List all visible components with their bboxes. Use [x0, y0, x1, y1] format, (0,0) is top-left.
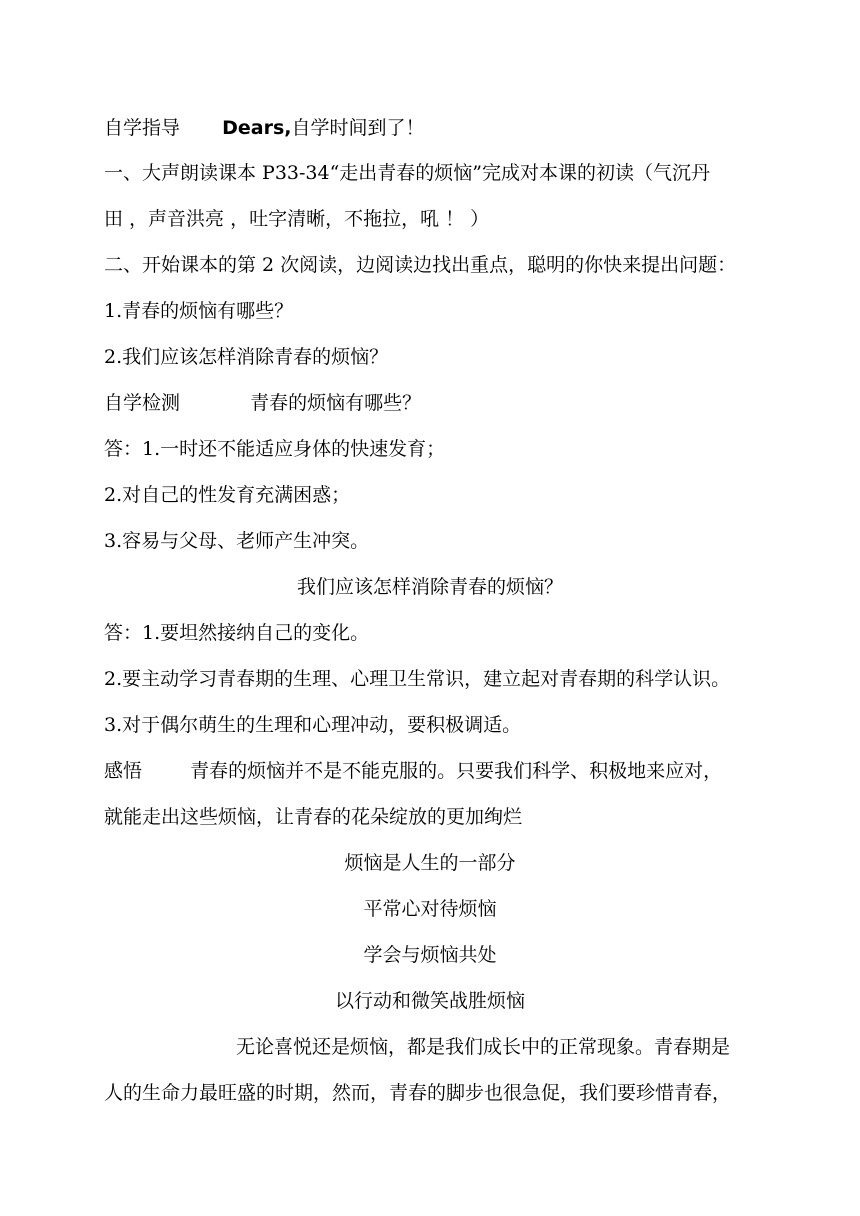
check-heading [104, 391, 764, 415]
step2-line: 二、开始课本的第 2 次阅读，边阅读边找出重点，聪明的你快来提出问题： [104, 254, 737, 276]
answer2-line2: 2.要主动学习青春期的生理、心理卫生常识，建立起对青春期的科学认识。 [104, 668, 731, 690]
poem-line4: 以行动和微笑战胜烦恼 [334, 990, 525, 1012]
check-question1: 青春的烦恼有哪些？ [250, 392, 422, 414]
closing-line2: 人的生命力最旺盛的时期，然而，青春的脚步也很急促，我们要珍惜青春， [104, 1082, 732, 1104]
insight-label: 感悟 [104, 760, 143, 782]
step2-question2: 2.我们应该怎样消除青春的烦恼？ [104, 346, 389, 368]
answer2-line1: 答：1.要坦然接纳自己的变化。 [104, 622, 370, 644]
guide-highlight-rest: 自学时间到了！ [291, 117, 425, 139]
answer2-line3: 3.对于偶尔萌生的生理和心理冲动，要积极调适。 [104, 714, 522, 736]
answer1-line1: 答：1.一时还不能适应身体的快速发育； [104, 438, 446, 460]
poem-line2: 平常心对待烦恼 [363, 898, 497, 920]
check-question2: 我们应该怎样消除青春的烦恼？ [296, 576, 563, 598]
closing-line1: 无论喜悦还是烦恼，都是我们成长中的正常现象。青春期是 [236, 1036, 731, 1058]
answer1-line3: 3.容易与父母、老师产生冲突。 [104, 530, 370, 552]
insight-line1 [104, 759, 764, 783]
poem-line3: 学会与烦恼共处 [363, 944, 497, 966]
answer1-line2: 2.对自己的性发育充满困惑； [104, 484, 351, 506]
step1-line1: 一、大声朗读课本 P33-34“走出青春的烦恼”完成对本课的初读（气沉丹 [104, 162, 711, 184]
poem-line1: 烦恼是人生的一部分 [344, 852, 516, 874]
guide-highlight: Dears, [222, 117, 292, 139]
insight-line2: 就能走出这些烦恼，让青春的花朵绽放的更加绚烂 [104, 806, 523, 828]
step1-line2: 田 ，声音洪亮 ，吐字清晰，不拖拉，吼 ！ ） [104, 208, 490, 230]
insight-text1: 青春的烦恼并不是不能克服的。只要我们科学、积极地来应对， [190, 760, 723, 782]
step2-question1: 1.青春的烦恼有哪些？ [104, 300, 294, 322]
guide-heading [104, 116, 764, 140]
check-label: 自学检测 [104, 392, 181, 414]
guide-label: 自学指导 [104, 117, 181, 139]
